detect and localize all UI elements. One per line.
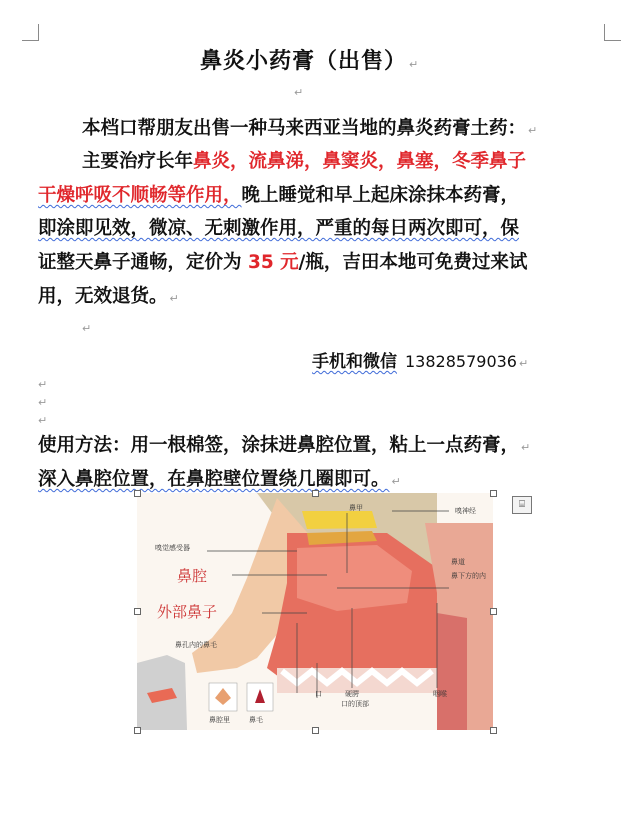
- body-line-2: 干燥呼吸不顺畅等作用，晚上睡觉和早上起床涂抹本药膏，: [38, 185, 520, 206]
- label-throat: 咽喉: [433, 690, 447, 698]
- resize-handle-bottom-right[interactable]: [490, 727, 497, 734]
- document-title: 鼻炎小药膏（出售） ↵: [200, 49, 420, 74]
- empty-paragraph-mark: ↵: [82, 322, 92, 335]
- body-line-5: 用，无效退货。 ↵: [38, 286, 179, 307]
- empty-paragraph-mark: ↵: [38, 414, 48, 427]
- label-nose-hair: 鼻孔内的鼻毛: [175, 641, 217, 649]
- label-turbinate: 鼻甲: [349, 504, 363, 512]
- label-smell-receptor: 嗅觉感受器: [155, 544, 190, 552]
- usage-line-1: 使用方法：用一根棉签，涂抹进鼻腔位置，粘上一点药膏， ↵: [38, 435, 531, 456]
- page-corner-mark-left: [22, 24, 39, 41]
- usage-line-2: 深入鼻腔位置，在鼻腔壁位置绕几圈即可。 ↵: [38, 469, 401, 490]
- contact-number: 13828579036: [405, 352, 517, 371]
- resize-handle-right[interactable]: [490, 608, 497, 615]
- label-hard-palate-2: 口的顶部: [341, 700, 369, 708]
- resize-handle-top-left[interactable]: [134, 490, 141, 497]
- label-olfactory-nerve: 嗅神经: [455, 507, 476, 515]
- thumbnail-caption-2: 鼻毛: [249, 716, 263, 724]
- label-nasal-cavity: 鼻腔: [177, 567, 208, 585]
- layout-options-icon[interactable]: ⌸: [512, 496, 532, 514]
- symptom-list-highlight-2: 干燥呼吸不顺畅等作用，: [38, 185, 242, 206]
- empty-paragraph-mark: ↵: [294, 86, 304, 99]
- nasal-cavity-diagram[interactable]: [137, 493, 493, 730]
- empty-paragraph-mark: ↵: [38, 378, 48, 391]
- resize-handle-top[interactable]: [312, 490, 319, 497]
- body-line-1: 主要治疗长年鼻炎，流鼻涕，鼻窦炎，鼻塞，冬季鼻子: [82, 151, 527, 172]
- body-line-3: 即涂即见效，微凉、无刺激作用，严重的每日两次即可，保: [38, 218, 520, 239]
- contact-line: 手机和微信 13828579036 ↵: [312, 352, 529, 372]
- page-corner-mark-right: [604, 24, 621, 41]
- resize-handle-left[interactable]: [134, 608, 141, 615]
- body-line-4: 证整天鼻子通畅，定价为 35 元/瓶，吉田本地可免费过来试: [38, 252, 528, 273]
- label-nasal-passage-2: 鼻下方的内: [451, 572, 486, 580]
- resize-handle-top-right[interactable]: [490, 490, 497, 497]
- symptom-list-highlight: 鼻炎，流鼻涕，鼻窦炎，鼻塞，冬季鼻子: [193, 151, 527, 172]
- label-mouth: 口: [315, 690, 322, 698]
- label-outer-nose: 外部鼻子: [157, 603, 218, 621]
- resize-handle-bottom[interactable]: [312, 727, 319, 734]
- empty-paragraph-mark: ↵: [38, 396, 48, 409]
- label-hard-palate: 硬腭: [345, 690, 359, 698]
- price-highlight: 35 元: [247, 252, 299, 273]
- resize-handle-bottom-left[interactable]: [134, 727, 141, 734]
- label-nasal-passage: 鼻道: [451, 558, 465, 566]
- intro-line: 本档口帮朋友出售一种马来西亚当地的鼻炎药膏土药： ↵: [82, 118, 538, 139]
- thumbnail-caption-1: 鼻腔里: [209, 716, 230, 724]
